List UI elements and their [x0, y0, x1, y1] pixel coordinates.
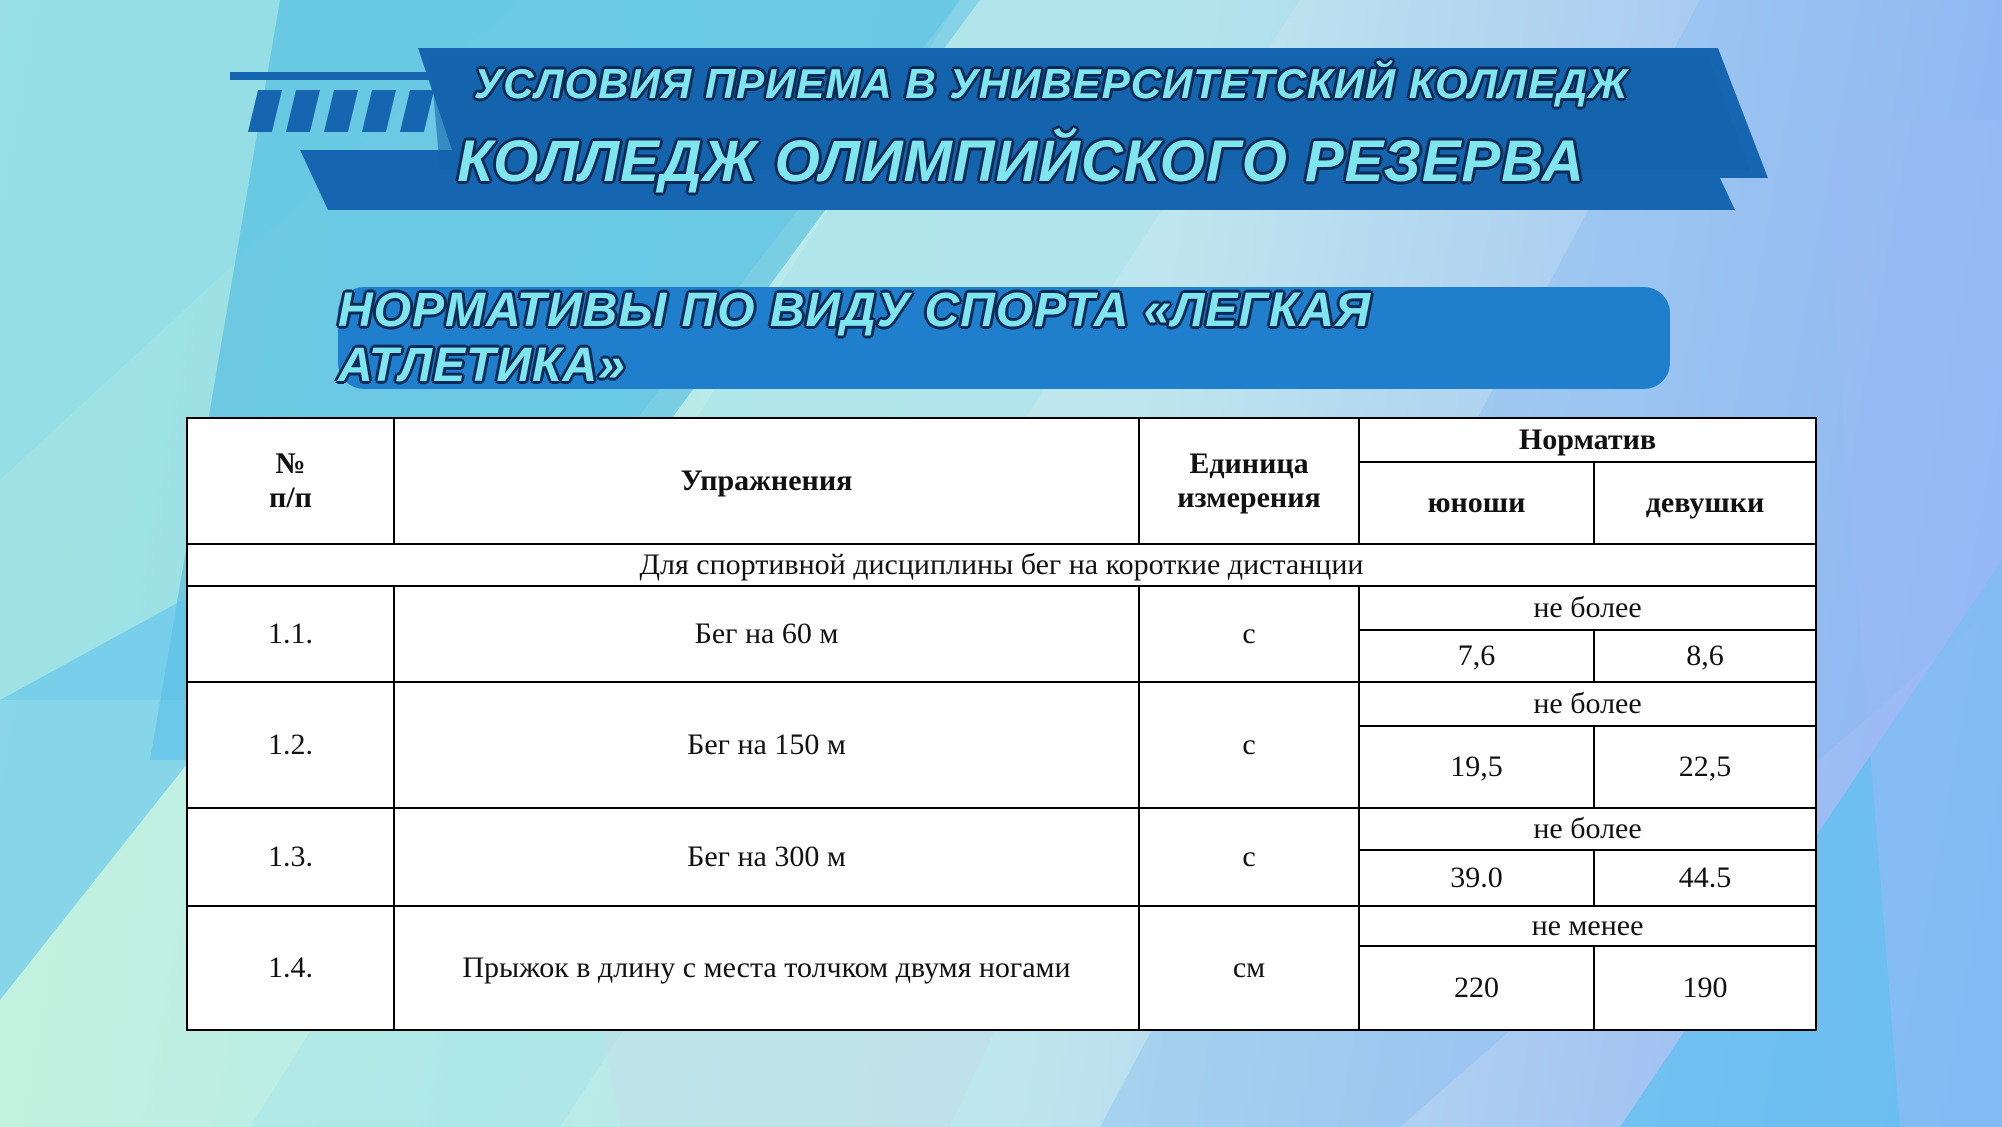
row-condition: не менее	[1359, 906, 1816, 946]
row-boys: 7,6	[1359, 630, 1594, 682]
table-header-row	[187, 418, 1816, 462]
header-boys: юноши	[1359, 462, 1594, 544]
row-unit: с	[1139, 808, 1359, 906]
row-exercise: Прыжок в длину с места толчком двумя ногами	[394, 906, 1139, 1030]
header-norm: Норматив	[1359, 418, 1816, 462]
row-girls: 8,6	[1594, 630, 1816, 682]
header-exercise: Упражнения	[394, 418, 1139, 544]
row-girls: 22,5	[1594, 726, 1816, 808]
table-row	[187, 682, 1816, 726]
row-num: 1.3.	[187, 808, 394, 906]
row-boys: 19,5	[1359, 726, 1594, 808]
section-subtitle: НОРМАТИВЫ ПО ВИДУ СПОРТА «ЛЕГКАЯ АТЛЕТИКА»	[338, 287, 1670, 389]
row-condition: не более	[1359, 808, 1816, 850]
header-unit: Единица измерения	[1139, 418, 1359, 544]
row-exercise: Бег на 60 м	[394, 586, 1139, 682]
row-unit: см	[1139, 906, 1359, 1030]
row-exercise: Бег на 150 м	[394, 682, 1139, 808]
header-num: № п/п	[187, 418, 394, 544]
table-row	[187, 586, 1816, 630]
header-title-line1: УСЛОВИЯ ПРИЕМА В УНИВЕРСИТЕТСКИЙ КОЛЛЕДЖ	[473, 60, 1629, 107]
row-condition: не более	[1359, 682, 1816, 726]
row-girls: 44.5	[1594, 850, 1816, 906]
header-title-line2: КОЛЛЕДЖ ОЛИМПИЙСКОГО РЕЗЕРВА	[457, 129, 1585, 194]
section-row	[187, 544, 1816, 586]
row-boys: 39.0	[1359, 850, 1594, 906]
header-banner	[0, 0, 2002, 240]
row-unit: с	[1139, 586, 1359, 682]
row-exercise: Бег на 300 м	[394, 808, 1139, 906]
row-unit: с	[1139, 682, 1359, 808]
row-num: 1.2.	[187, 682, 394, 808]
row-num: 1.1.	[187, 586, 394, 682]
table-row	[187, 906, 1816, 946]
table-row	[187, 808, 1816, 850]
row-boys: 220	[1359, 946, 1594, 1030]
header-girls: девушки	[1594, 462, 1816, 544]
norms-table	[186, 417, 1817, 1031]
row-num: 1.4.	[187, 906, 394, 1030]
row-girls: 190	[1594, 946, 1816, 1030]
section-label: Для спортивной дисциплины бег на короткие дистанции	[187, 544, 1816, 586]
row-condition: не более	[1359, 586, 1816, 630]
